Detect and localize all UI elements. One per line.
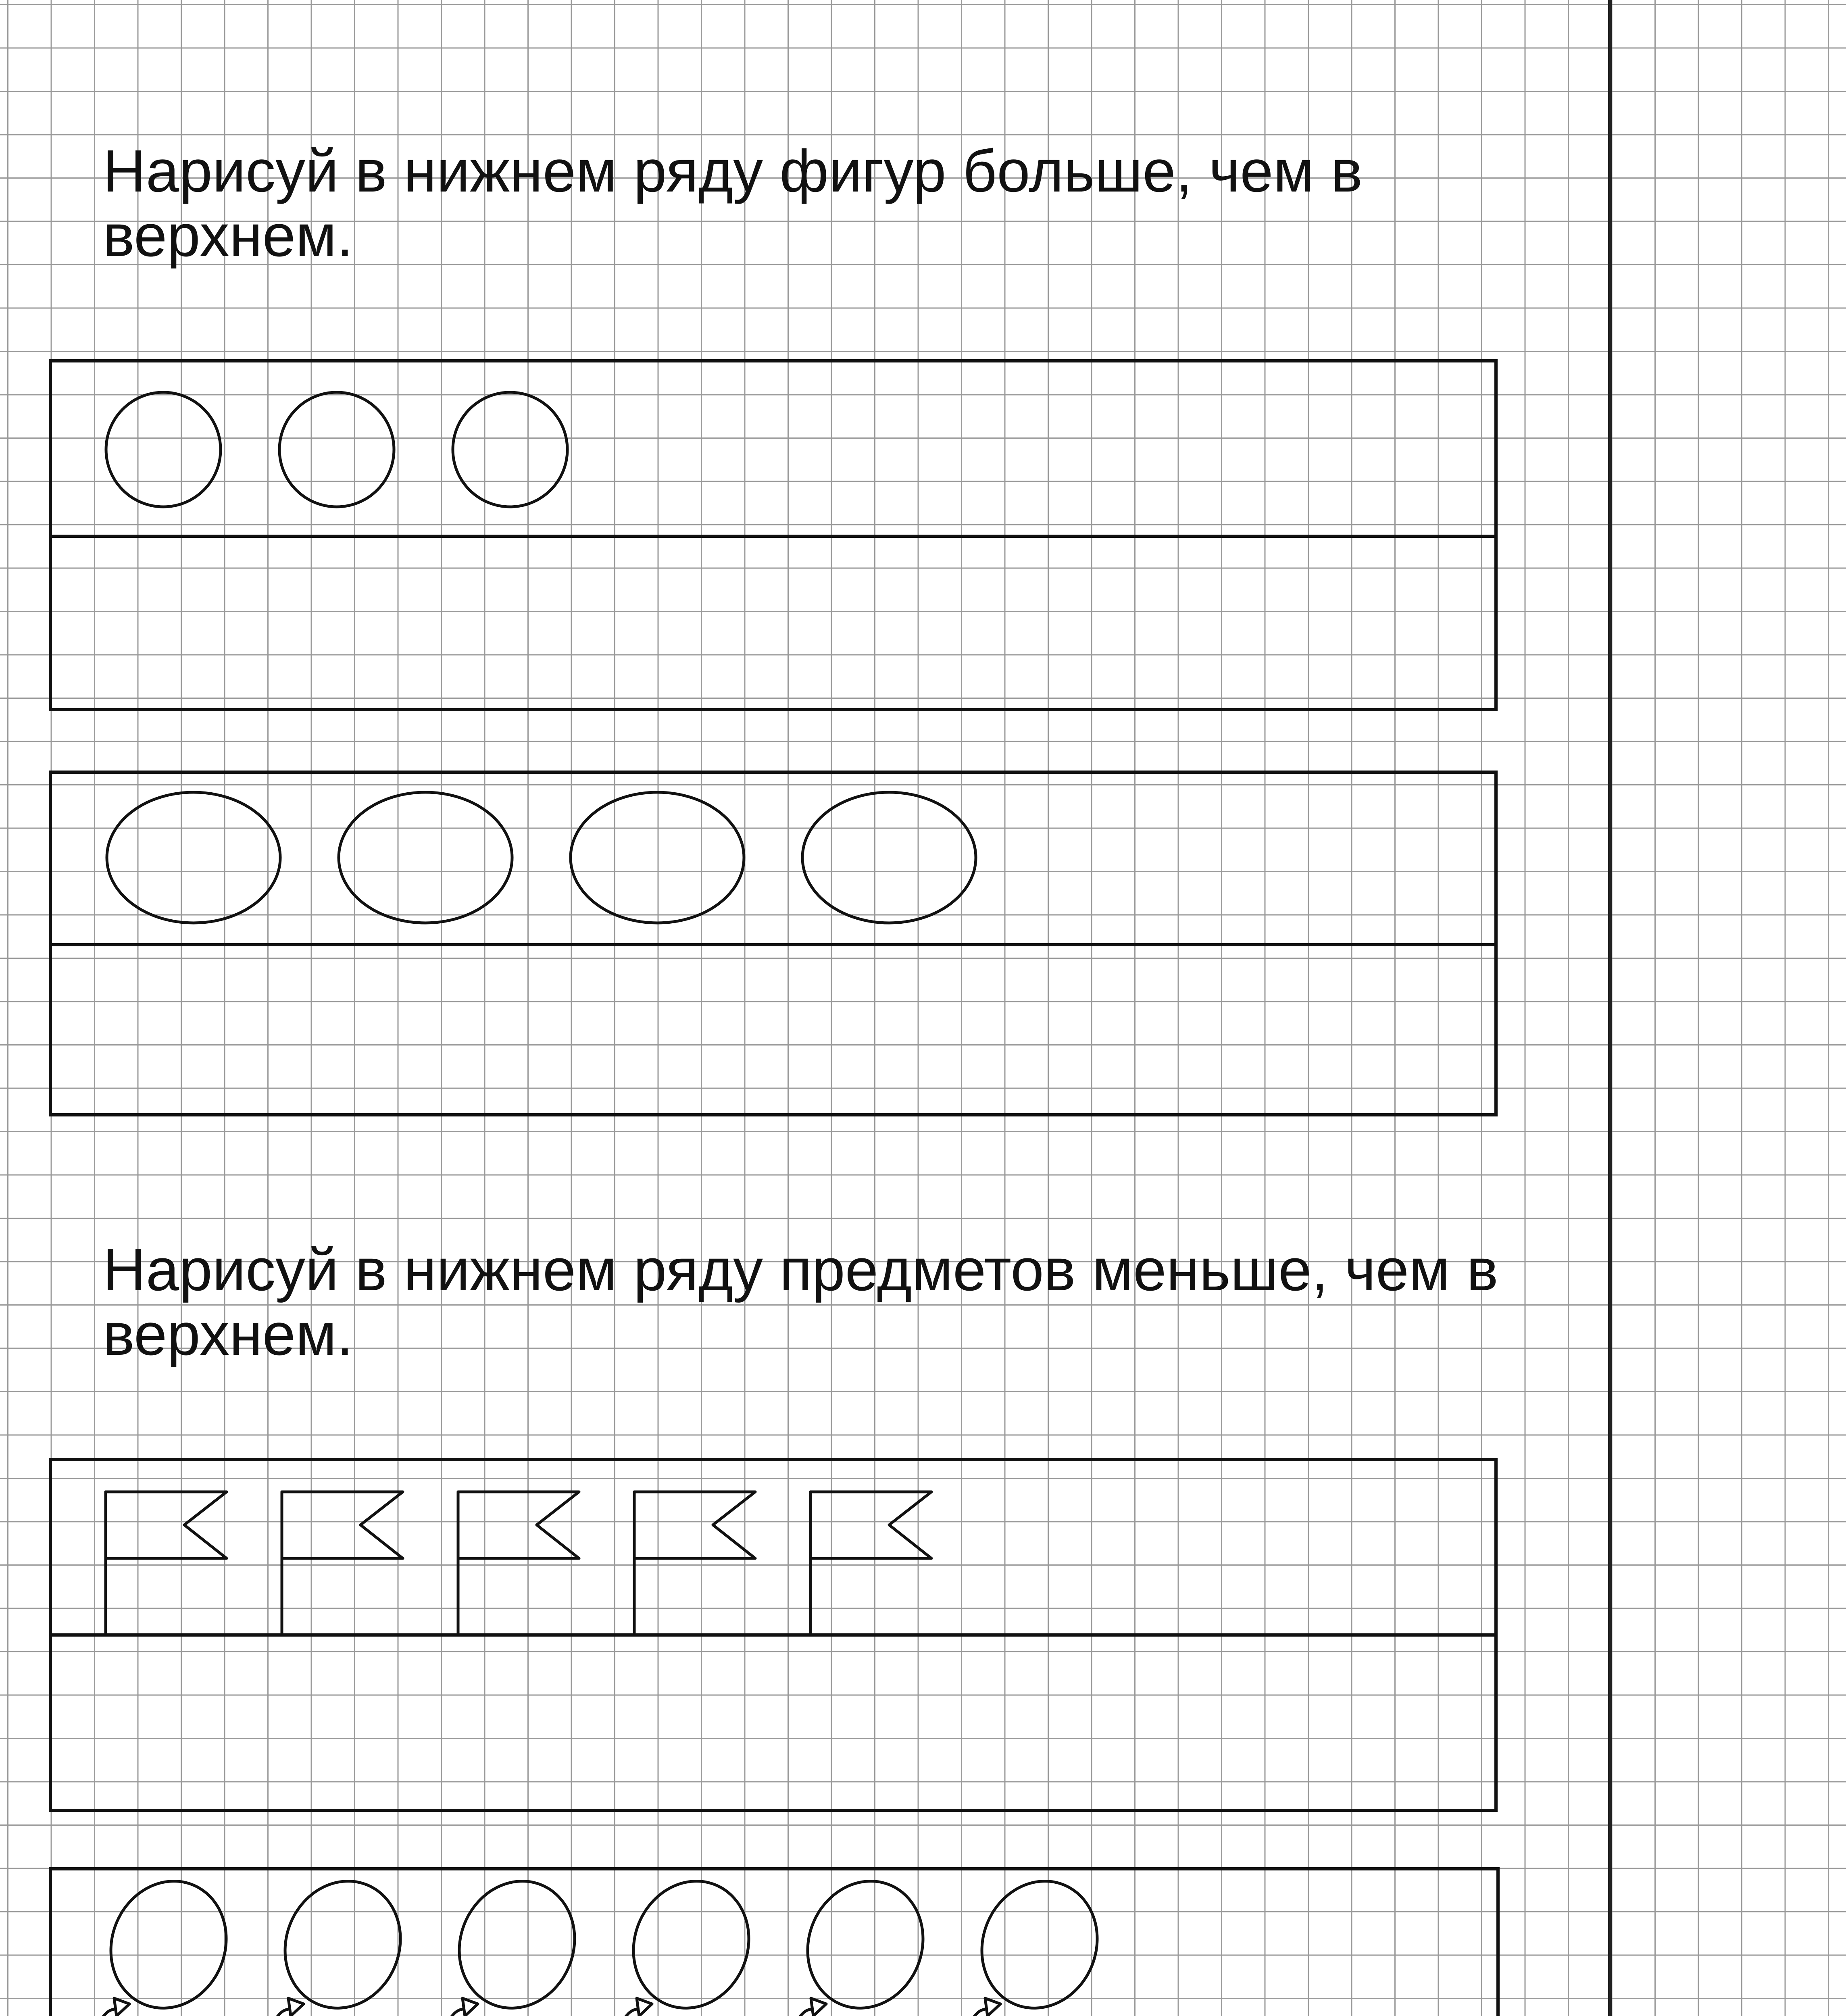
task-2-instruction: Нарисуй в нижнем ряду предметов меньше, чем в верхнем.: [103, 1237, 1498, 1368]
balloon-figure: [418, 1864, 594, 2016]
balloon-figure: [767, 1864, 942, 2016]
flag-figure: [634, 1492, 755, 1633]
oval-figure: [802, 792, 976, 923]
circle-figure: [279, 392, 394, 507]
circle-figure: [453, 392, 567, 507]
flag-figure: [282, 1492, 403, 1633]
flag-figure: [458, 1492, 579, 1633]
oval-figure: [339, 792, 512, 923]
flag-figure: [106, 1492, 227, 1633]
flag-figure: [810, 1492, 931, 1633]
balloon-figure: [244, 1864, 419, 2016]
oval-figure: [571, 792, 744, 923]
circle-figure: [106, 392, 221, 507]
balloon-figure: [70, 1864, 245, 2016]
task-1-instruction: Нарисуй в нижнем ряду фигур больше, чем в верхнем.: [103, 138, 1363, 269]
balloon-figure: [941, 1864, 1116, 2016]
oval-figure: [107, 792, 280, 923]
exercise-frame: [50, 1869, 1498, 2016]
balloon-figure: [592, 1864, 768, 2016]
